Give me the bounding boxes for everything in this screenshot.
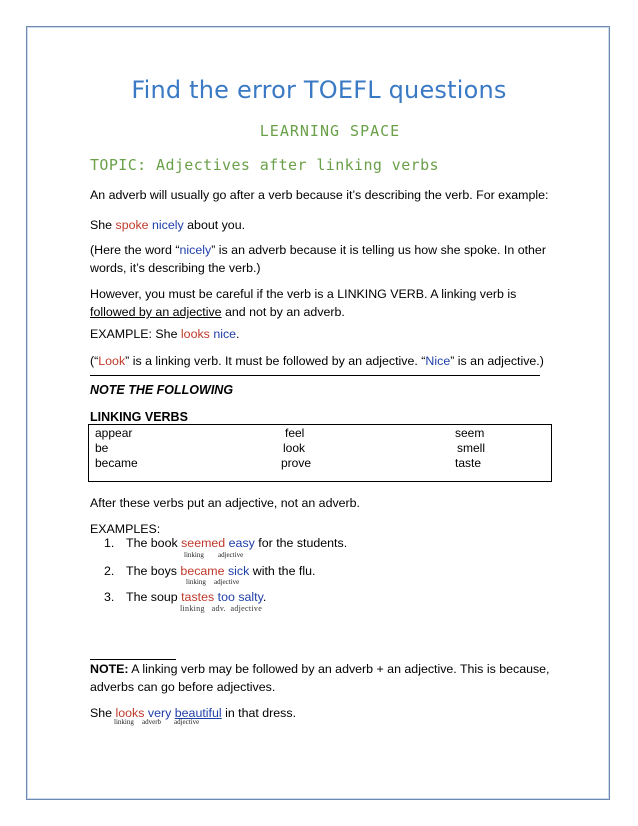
text-span: for the students. xyxy=(254,536,348,550)
verb-word: looks xyxy=(180,327,210,341)
table-cell: smell xyxy=(457,441,486,455)
adjective-label: adjective xyxy=(214,578,240,586)
note-paragraph xyxy=(90,660,560,696)
text-span: She xyxy=(90,706,116,720)
verb-word: looks xyxy=(115,706,145,720)
table-cell: feel xyxy=(285,426,305,440)
adjective-label: adjective xyxy=(218,551,244,559)
linking-label: linking xyxy=(186,578,206,586)
text-span: in that dress. xyxy=(221,706,297,720)
however-paragraph xyxy=(90,285,560,321)
table-row xyxy=(89,441,551,456)
verb-word: seemed xyxy=(181,536,226,550)
adjective-word: nice xyxy=(213,327,237,341)
linking-verbs-heading: LINKING VERBS xyxy=(90,410,188,424)
example-sentence-1 xyxy=(126,536,347,550)
table-row xyxy=(89,426,551,441)
text-span: The boys xyxy=(126,564,181,578)
table-cell: seem xyxy=(455,426,485,440)
example-sentence-spoke xyxy=(90,216,560,234)
linking-label: linking xyxy=(184,551,204,559)
linking-label: linking xyxy=(114,718,134,726)
explanation-paragraph xyxy=(90,241,560,277)
text-span: ” is a linking verb. It must be followed by an adjective. “ xyxy=(125,354,426,368)
list-number: 3. xyxy=(104,590,115,604)
text-span: The soup xyxy=(126,590,182,604)
table-row xyxy=(89,456,551,471)
examples-heading: EXAMPLES: xyxy=(90,522,161,536)
text-span: However, you must be careful if the verb is a LINKING VERB. A linking verb is xyxy=(90,287,517,301)
verb-word: tastes xyxy=(181,590,215,604)
text-span: . xyxy=(236,327,240,341)
verb-word: spoke xyxy=(115,218,149,232)
table-cell: be xyxy=(95,441,109,455)
example-line xyxy=(90,325,560,343)
adverb-label: adverb xyxy=(142,718,162,726)
look-explanation xyxy=(90,352,560,370)
adjective-word: sick xyxy=(227,564,250,578)
underlined-phrase: followed by an adjective xyxy=(90,305,222,319)
text-span: and not by an adverb. xyxy=(221,305,345,319)
table-cell: appear xyxy=(95,426,133,440)
example-sentence-3 xyxy=(126,590,266,604)
topic-heading: TOPIC: Adjectives after linking verbs xyxy=(90,156,439,174)
adverb-word: nicely xyxy=(152,218,184,232)
adverb-word: too xyxy=(217,590,235,604)
note-label: NOTE: xyxy=(90,662,129,676)
text-span: A linking verb may be followed by an adverb + an adjective. This is because, adverbs can go before adjectives. xyxy=(90,662,550,694)
adjective-word: easy xyxy=(228,536,255,550)
linking-verbs-table xyxy=(88,424,552,482)
text-span: She xyxy=(90,218,116,232)
list-number: 2. xyxy=(104,564,115,578)
text-span: The book xyxy=(126,536,182,550)
adverb-word: nicely xyxy=(179,243,212,257)
after-verbs-sentence: After these verbs put an adjective, not an adverb. xyxy=(90,496,361,510)
text-span: . xyxy=(262,590,267,604)
adjective-word: salty xyxy=(238,590,263,604)
verb-word: became xyxy=(180,564,225,578)
intro-paragraph: An adverb will usually go after a verb because it’s describing the verb. For example: xyxy=(90,188,549,202)
text-span: with the flu. xyxy=(249,564,316,578)
word-class-labels: linking adv. adjective xyxy=(180,604,263,613)
text-span: ” is an adjective.) xyxy=(450,354,544,368)
example-sentence-2 xyxy=(126,564,315,578)
text-span: EXAMPLE: She xyxy=(90,327,181,341)
adverb-word: very xyxy=(147,706,172,720)
horizontal-rule xyxy=(90,375,540,376)
adjective-label: adjective xyxy=(174,718,200,726)
text-span: (Here the word “ xyxy=(90,243,180,257)
adjective-word: Nice xyxy=(425,354,451,368)
note-following-heading: NOTE THE FOLLOWING xyxy=(90,383,234,397)
table-cell: became xyxy=(95,456,138,470)
text-span: ” is an adverb because it is telling us how she spoke. In other words, it’s describing the verb.) xyxy=(90,243,546,275)
text-span: (“ xyxy=(90,354,99,368)
text-span: about you. xyxy=(183,218,246,232)
verb-word: Look xyxy=(98,354,126,368)
table-cell: prove xyxy=(281,456,312,470)
table-cell: look xyxy=(283,441,306,455)
table-cell: taste xyxy=(455,456,482,470)
page-subtitle: LEARNING SPACE xyxy=(259,122,401,140)
page-title: Find the error TOEFL questions xyxy=(131,76,507,104)
list-number: 1. xyxy=(104,536,115,550)
adjective-word: beautiful xyxy=(174,706,222,720)
